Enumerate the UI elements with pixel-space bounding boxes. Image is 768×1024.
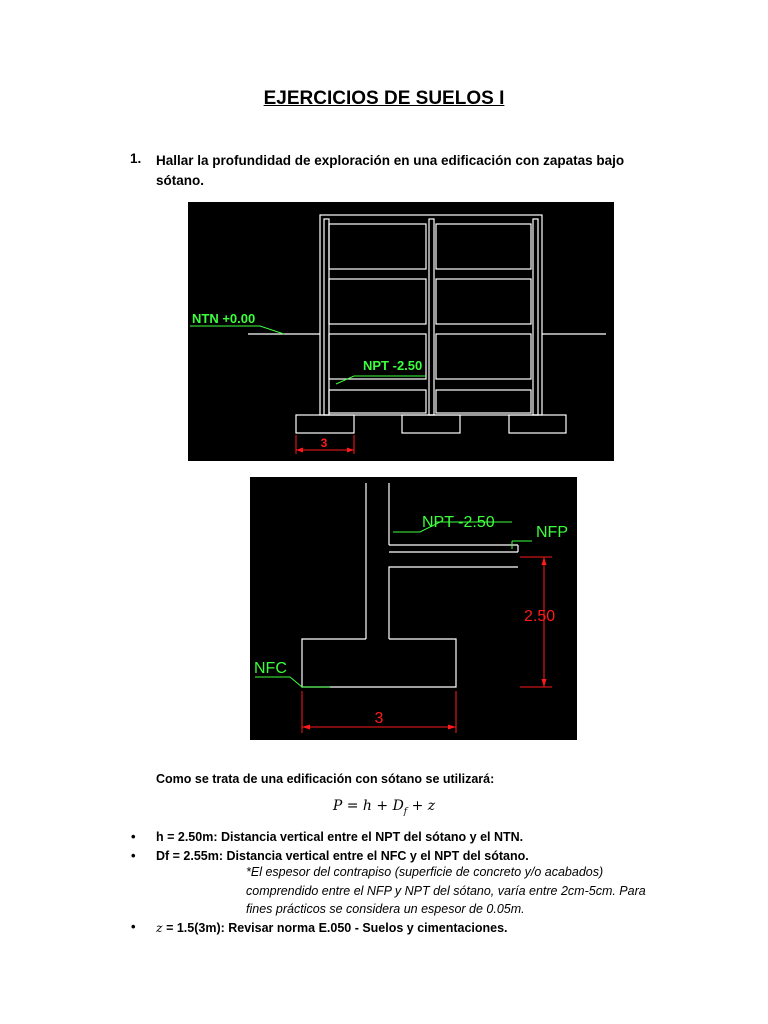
formula-z: z <box>427 798 436 814</box>
question-number: 1. <box>130 151 142 166</box>
bullet-df: • Df = 2.55m: Distancia vertical entre el NFC y el NPT del sótano. <box>156 849 529 863</box>
npt-label: NPT -2.50 <box>363 358 423 373</box>
formula-plus: + <box>371 798 393 814</box>
page-title: EJERCICIOS DE SUELOS I <box>263 88 505 109</box>
question-text: Hallar la profundidad de exploración en una edificación con zapatas bajo sótano. <box>156 153 625 188</box>
formula-plus: + <box>407 798 428 814</box>
intro-text: Como se trata de una edificación con sótano se utilizará: <box>156 772 495 786</box>
building-section-figure <box>188 202 614 461</box>
bullet-z-variable: z <box>156 920 163 935</box>
note-line: *El espesor del contrapiso (superficie de concreto y/o acabados) <box>246 865 604 879</box>
footing-detail-figure <box>250 477 577 740</box>
ntn-label: NTN +0.00 <box>192 311 256 326</box>
bullet-z-text: = 1.5(3m): Revisar norma E.050 - Suelos y cimentaciones. <box>162 921 508 935</box>
nfc-label: NFC <box>254 660 287 677</box>
dimension-height-label: 2.50 <box>524 608 556 625</box>
formula-d: D <box>392 798 404 814</box>
formula-p: P <box>332 798 343 814</box>
note-line: fines prácticos se considera un espesor de 0.05m. <box>246 902 525 916</box>
dimension-width-label: 3 <box>374 710 384 727</box>
npt-label: NPT -2.50 <box>422 514 495 531</box>
formula-d-subscript: f <box>403 806 408 817</box>
formula-h: h <box>362 798 372 814</box>
nfp-label: NFP <box>536 524 568 541</box>
bullet-z <box>156 920 508 935</box>
note-line: comprendido entre el NFP y NPT del sótano, varía entre 2cm-5cm. Para <box>246 883 646 898</box>
formula <box>0 798 768 817</box>
note <box>246 863 686 919</box>
dimension-width-label: 3 <box>320 436 328 450</box>
formula-eq: = <box>342 798 363 814</box>
bullet-h: • h = 2.50m: Distancia vertical entre el NPT del sótano y el NTN. <box>156 830 523 844</box>
